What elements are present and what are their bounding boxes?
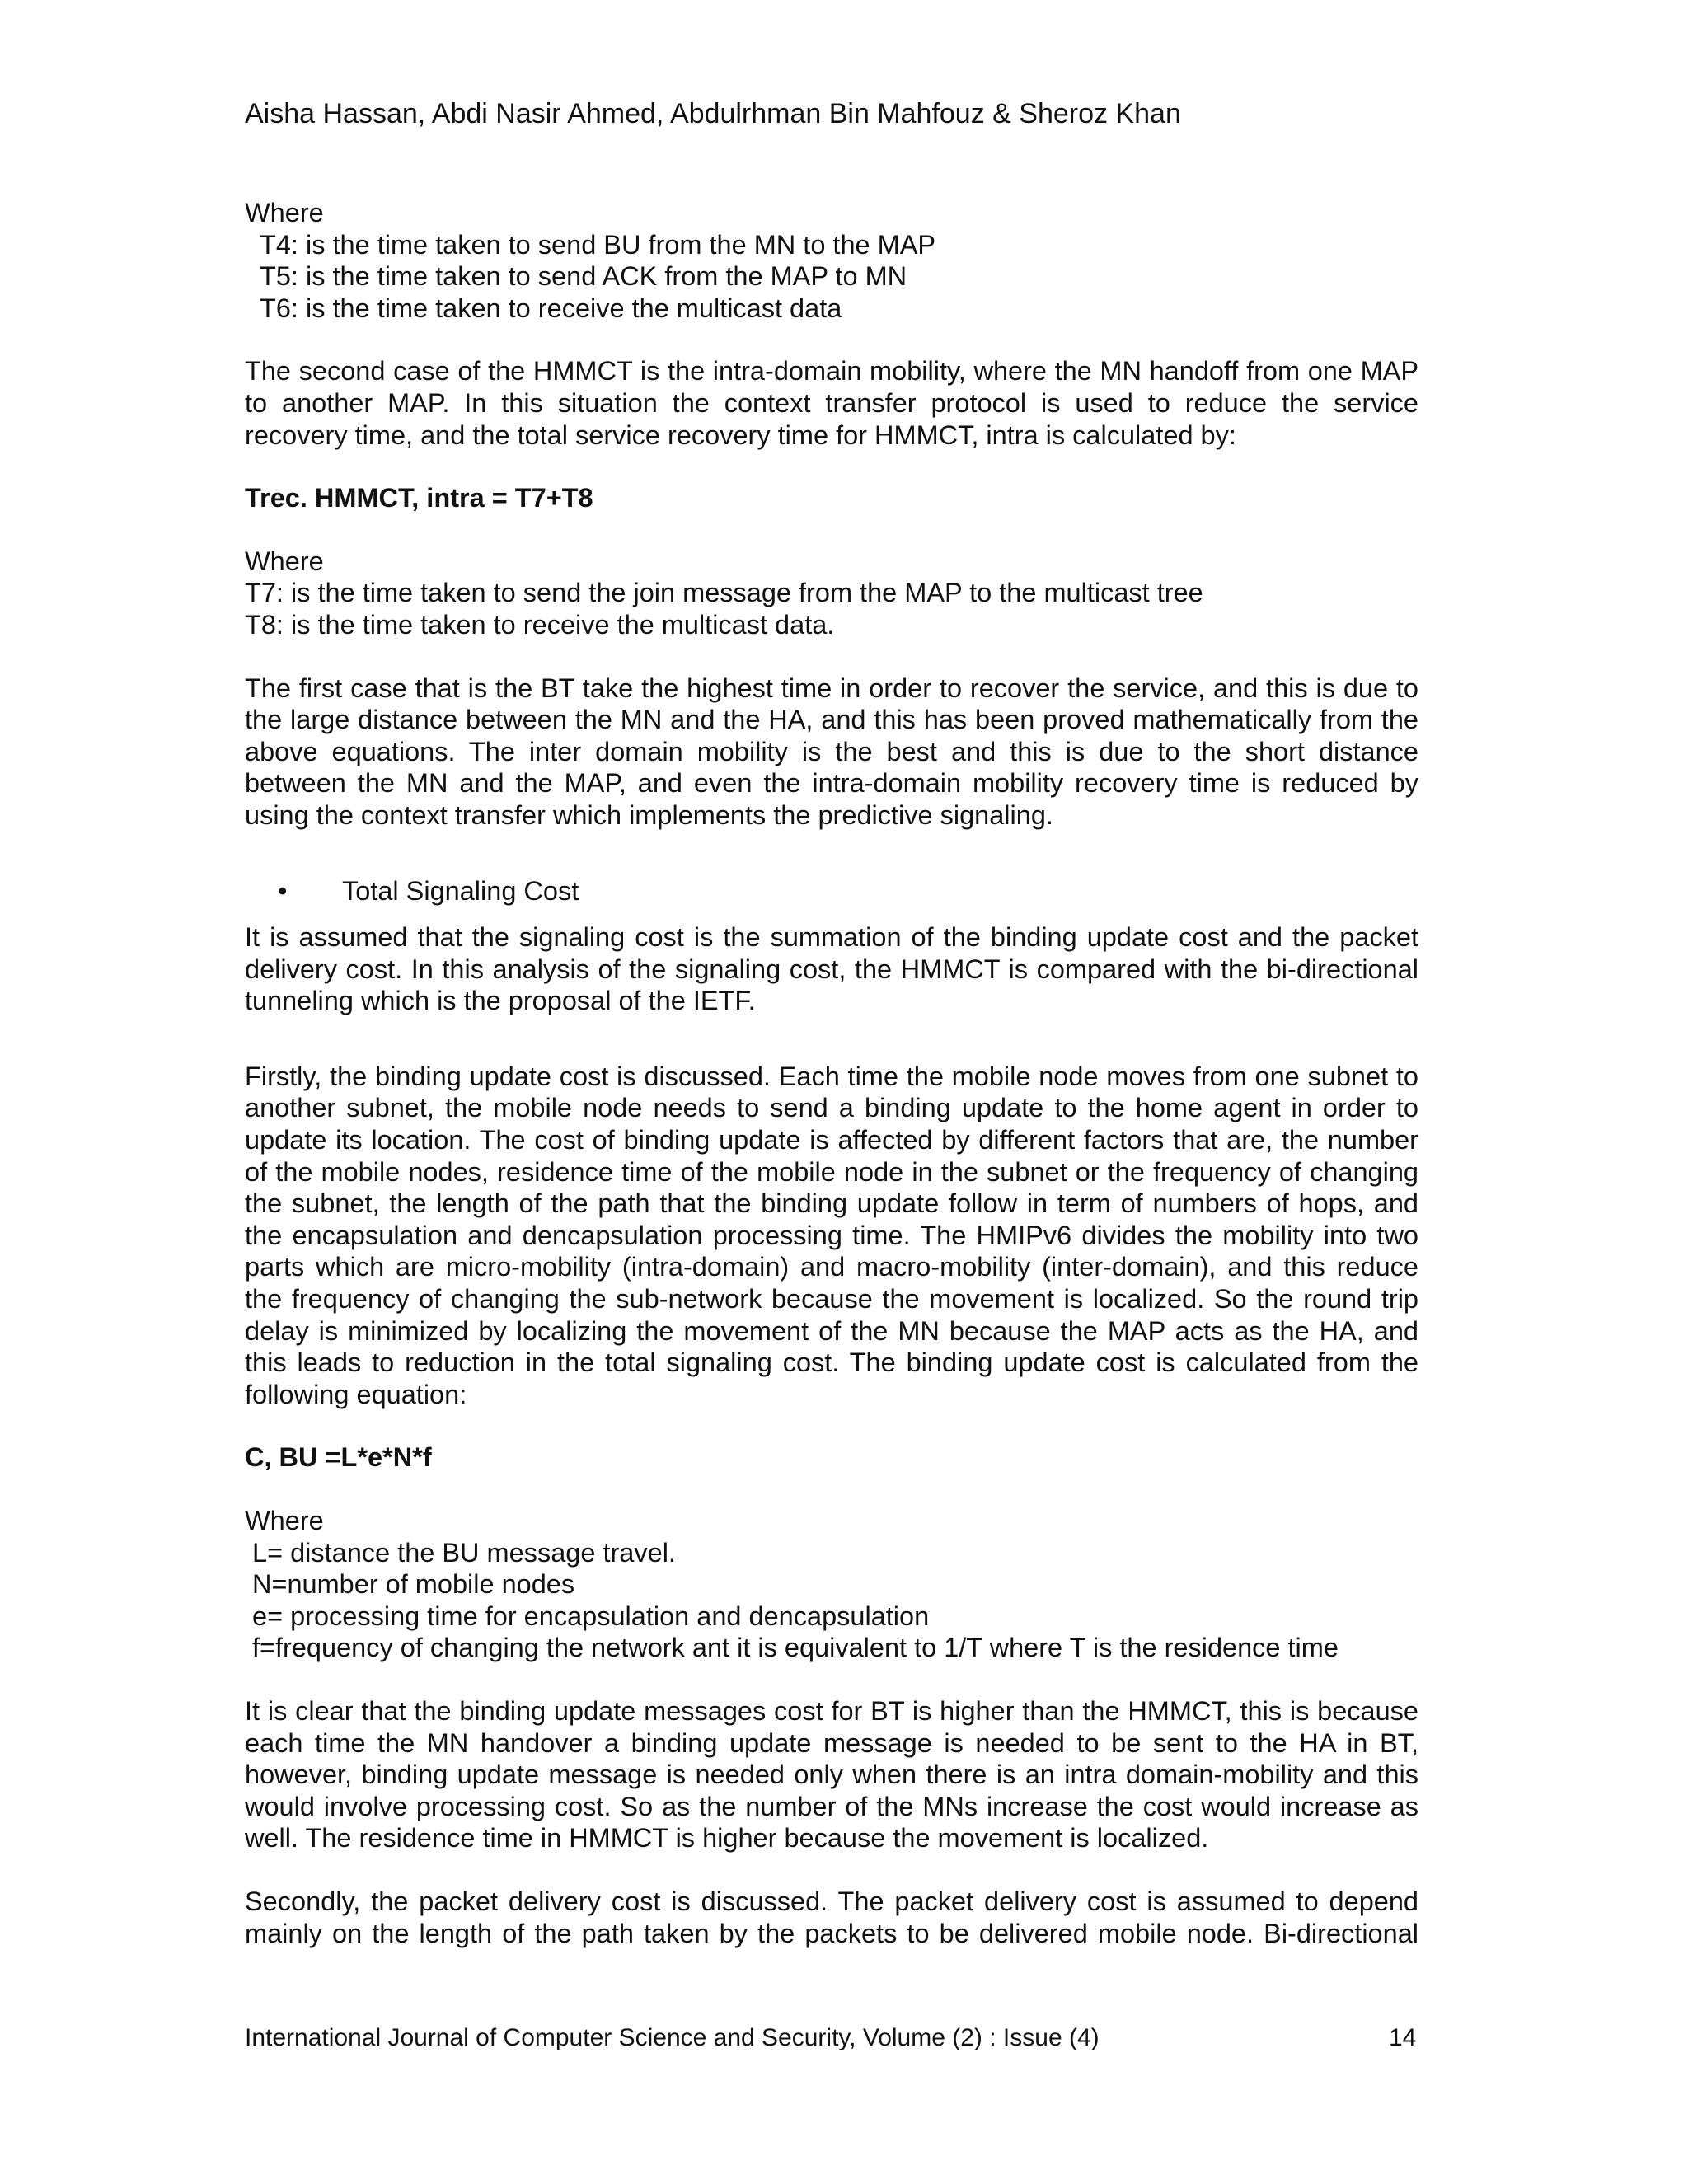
where-block-bu-variables [245,1505,1418,1664]
definition-t5: T5: is the time taken to send ACK from the MAP to MN [260,261,907,292]
where-block-t4-t6 [245,197,1418,324]
definition-f: f=frequency of changing the network ant it is equivalent to 1/T where T is the residence time [252,1633,1339,1663]
paragraph-bu-comparison: It is clear that the binding update messages cost for BT is higher than the HMMCT, this is because each time the MN handover a binding update message is needed to be sent to the HA in BT, however, binding update message is needed only when there is an intra domain-mobility and this would involve processing cost. So as the number of the MNs increase the cost would increase as well. The residence time in HMMCT is higher because the movement is localized. [245,1695,1418,1854]
bullet-icon: • [278,875,288,906]
where-label: Where [245,198,324,227]
paragraph-first-case: The first case that is the BT take the highest time in order to recover the service, and this is due to the large distance between the MN and the HA, and this has been proved mathematically from the above equations. The inter domain mobility is the best and this is due to the short distance between the MN and the MAP, and even the intra-domain mobility recovery time is reduced by using the context transfer which implements the predictive signaling. [245,673,1418,830]
definition-l: L= distance the BU message travel. [252,1537,676,1568]
page-body [245,197,1418,1949]
where-label: Where [245,546,324,576]
equation-binding-update: C, BU =L*e*N*f [245,1442,432,1473]
definition-t7: T7: is the time taken to send the join message from the MAP to the multicast tree [245,578,1203,608]
where-label: Where [245,1506,324,1535]
paragraph-binding-update-cost: Firstly, the binding update cost is discussed. Each time the mobile node moves from one subnet to another subnet, the mobile node needs to send a binding update to the home agent in order to update its location. The cost of binding update is affected by different factors that are, the number of the mobile nodes, residence time of the mobile node in the subnet or the frequency of changing the subnet, the length of the path that the binding update follow in term of numbers of hops, and the encapsulation and dencapsulation processing time. The HMIPv6 divides the mobility into two parts which are micro-mobility (intra-domain) and macro-mobility (inter-domain), and this reduce the frequency of changing the sub-network because the movement is localized. So the round trip delay is minimized by localizing the movement of the MN because the MAP acts as the HA, and this leads to reduction in the total signaling cost. The binding update cost is calculated from the following equation: [245,1061,1418,1409]
footer-journal-citation: International Journal of Computer Science and Security, Volume (2) : Issue (4) [245,2024,1100,2051]
equation-trec-intra: Trec. HMMCT, intra = T7+T8 [245,483,593,513]
bullet-total-signaling-cost [245,875,1418,907]
where-block-t7-t8 [245,546,1418,641]
paragraph-packet-delivery-cost: Secondly, the packet delivery cost is discussed. The packet delivery cost is assumed to depend mainly on the length of the path taken by the packets to be delivered mobile node. Bi-directional [245,1886,1418,1948]
bullet-text: Total Signaling Cost [342,875,579,906]
definition-e: e= processing time for encapsulation and dencapsulation [252,1601,930,1631]
definition-n: N=number of mobile nodes [252,1569,575,1600]
running-header-authors: Aisha Hassan, Abdi Nasir Ahmed, Abdulrhman Bin Mahfouz & Sheroz Khan [245,98,1181,129]
definition-t6: T6: is the time taken to receive the multicast data [260,293,842,323]
definition-t8: T8: is the time taken to receive the multicast data. [245,609,835,640]
definition-t4: T4: is the time taken to send BU from the MN to the MAP [260,229,936,260]
paragraph-signaling-assumption: It is assumed that the signaling cost is the summation of the binding update cost and the packet delivery cost. In this analysis of the signaling cost, the HMMCT is compared with the bi-directional tunneling which is the proposal of the IETF. [245,922,1418,1016]
paragraph-intra-domain: The second case of the HMMCT is the intra-domain mobility, where the MN handoff from one MAP to another MAP. In this situation the context transfer protocol is used to reduce the service recovery time, and the total service recovery time for HMMCT, intra is calculated by: [245,356,1418,450]
footer-page-number: 14 [1389,2024,1417,2051]
